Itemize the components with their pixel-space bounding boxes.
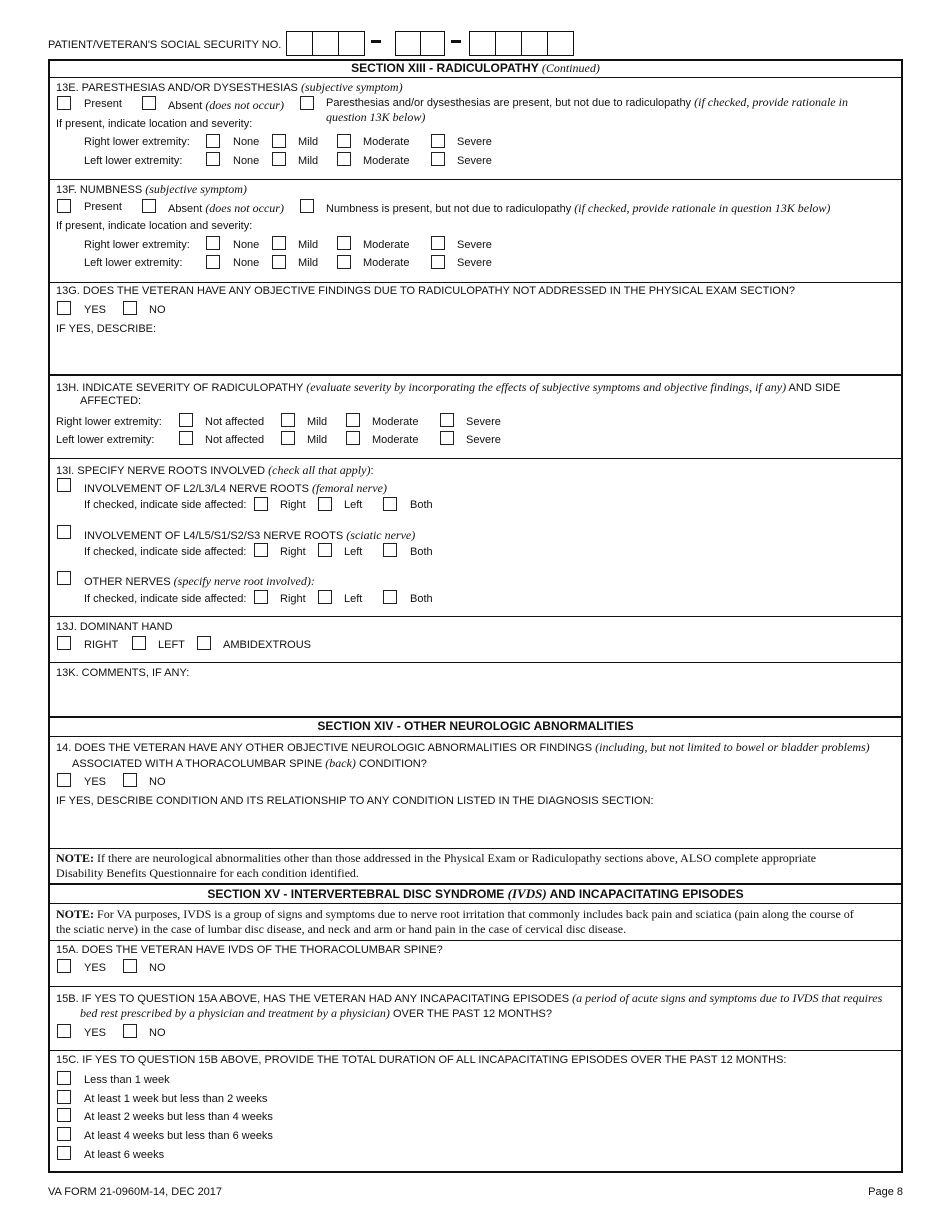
q13j-title: 13J. DOMINANT HAND [56, 621, 173, 633]
divider [48, 77, 903, 78]
q13f-right-mild-checkbox[interactable] [272, 236, 286, 250]
q13j-left-checkbox[interactable] [132, 636, 146, 650]
sev-moderate-label: Moderate [363, 136, 410, 148]
sev-severe-label: Severe [466, 416, 501, 428]
q15c-title: 15C. IF YES TO QUESTION 15B ABOVE, PROVIDE THE TOTAL DURATION OF ALL INCAPACITATING EPISODES OVER THE PAST 12 MONTHS: [56, 1054, 787, 1066]
q13i-other-both-checkbox[interactable] [383, 590, 397, 604]
q13h-left-label: Left lower extremity: [56, 434, 155, 446]
q13j-right-label: RIGHT [84, 639, 119, 651]
q13h-left-mild-checkbox[interactable] [281, 431, 295, 445]
q13e-notdue-checkbox[interactable] [300, 96, 314, 110]
q13h-right-moderate-checkbox[interactable] [346, 413, 360, 427]
q13i-sciatic-both-checkbox[interactable] [383, 543, 397, 557]
sev-mild-label: Mild [298, 155, 319, 167]
q13e-absent-checkbox[interactable] [142, 96, 156, 110]
q13i-femoral-label: INVOLVEMENT OF L2/L3/L4 NERVE ROOTS (femoral nerve) [84, 481, 388, 495]
q13i-side-label: If checked, indicate side affected: [84, 593, 247, 605]
q13e-right-moderate-checkbox[interactable] [337, 134, 351, 148]
sev-none-label: None [233, 239, 260, 251]
divider [48, 282, 903, 283]
q13j-right-checkbox[interactable] [57, 636, 71, 650]
section-14-title: SECTION XIV - OTHER NEUROLOGIC ABNORMALITIES [317, 719, 634, 733]
q15c-option-label: At least 4 weeks but less than 6 weeks [84, 1130, 273, 1142]
q13e-right-severe-checkbox[interactable] [431, 134, 445, 148]
q13h-line2: AFFECTED: [80, 395, 142, 407]
q13e-absent-label: Absent (does not occur) [168, 98, 284, 112]
q13e-notdue-note: question 13K below) [326, 110, 426, 124]
sev-severe-label: Severe [457, 155, 492, 167]
q13e-left-severe-checkbox[interactable] [431, 152, 445, 166]
q14-no-checkbox[interactable] [123, 773, 137, 787]
side-left-label: Left [344, 499, 363, 511]
q13f-absent-label: Absent (does not occur) [168, 201, 284, 215]
q13f-left-severe-checkbox[interactable] [431, 255, 445, 269]
q15c-option-label: At least 1 week but less than 2 weeks [84, 1093, 268, 1105]
q13h-left-moderate-checkbox[interactable] [346, 431, 360, 445]
q13i-sciatic-left-checkbox[interactable] [318, 543, 332, 557]
q15c-option-checkbox[interactable] [57, 1146, 71, 1160]
q13g-title: 13G. DOES THE VETERAN HAVE ANY OBJECTIVE FINDINGS DUE TO RADICULOPATHY NOT ADDRESSED IN THE PHYSICAL EXAM SECTION? [56, 285, 796, 297]
section-13-title: SECTION XIII - RADICULOPATHY (Continued) [351, 61, 600, 75]
q13e-title: 13E. PARESTHESIAS AND/OR DYSESTHESIAS (subjective symptom) [56, 80, 403, 94]
q15b-yes-label: YES [84, 1027, 107, 1039]
divider [48, 940, 903, 941]
side-both-label: Both [410, 499, 433, 511]
sev-none-label: None [233, 257, 260, 269]
q13i-other-label: OTHER NERVES (specify nerve root involved): [84, 574, 315, 588]
divider [48, 883, 903, 885]
sev-moderate-label: Moderate [372, 416, 419, 428]
q13f-title: 13F. NUMBNESS (subjective symptom) [56, 182, 247, 196]
q13i-side-label: If checked, indicate side affected: [84, 499, 247, 511]
q14-note-line2: Disability Benefits Questionnaire for each condition identified. [56, 866, 359, 880]
q15c-option-checkbox[interactable] [57, 1090, 71, 1104]
side-right-label: Right [280, 546, 306, 558]
q13h-left-notaffected-checkbox[interactable] [179, 431, 193, 445]
q13e-ifpresent: If present, indicate location and severity: [56, 118, 253, 130]
q14-line2: ASSOCIATED WITH A THORACOLUMBAR SPINE (back) CONDITION? [72, 756, 427, 770]
side-right-label: Right [280, 499, 306, 511]
q13i-sciatic-label: INVOLVEMENT OF L4/L5/S1/S2/S3 NERVE ROOTS (sciatic nerve) [84, 528, 416, 542]
q13f-left-label: Left lower extremity: [84, 257, 183, 269]
q13f-left-none-checkbox[interactable] [206, 255, 220, 269]
q13f-notdue-checkbox[interactable] [300, 199, 314, 213]
divider [48, 716, 903, 718]
sev-moderate-label: Moderate [363, 155, 410, 167]
q15c-option-label: Less than 1 week [84, 1074, 170, 1086]
page-number: Page 8 [868, 1186, 903, 1198]
q13f-present-checkbox[interactable] [57, 199, 71, 213]
ssn-field-3[interactable] [469, 31, 574, 56]
divider [48, 736, 903, 737]
q14-note-line1: NOTE: If there are neurological abnormalities other than those addressed in the Physical Exam or Radiculopathy sections above, ALSO complete appropriate [56, 851, 817, 865]
q15c-option-label: At least 2 weeks but less than 4 weeks [84, 1111, 273, 1123]
q13i-sciatic-right-checkbox[interactable] [254, 543, 268, 557]
q13e-left-moderate-checkbox[interactable] [337, 152, 351, 166]
q13e-present-label: Present [84, 98, 122, 110]
sev-severe-label: Severe [457, 257, 492, 269]
divider [48, 1050, 903, 1051]
sev-none-label: None [233, 155, 260, 167]
q13f-notdue-label: Numbness is present, but not due to radiculopathy (if checked, provide rationale in question 13K below) [326, 201, 831, 215]
q13i-other-right-checkbox[interactable] [254, 590, 268, 604]
form-number: VA FORM 21-0960M-14, DEC 2017 [48, 1186, 223, 1198]
q13h-right-mild-checkbox[interactable] [281, 413, 295, 427]
q13h-left-severe-checkbox[interactable] [440, 431, 454, 445]
q13g-no-label: NO [149, 304, 166, 316]
q13f-right-none-checkbox[interactable] [206, 236, 220, 250]
ssn-dash-1 [371, 40, 381, 43]
sev-moderate-label: Moderate [372, 434, 419, 446]
q13e-left-mild-checkbox[interactable] [272, 152, 286, 166]
side-left-label: Left [344, 546, 363, 558]
q15a-yes-label: YES [84, 962, 107, 974]
side-both-label: Both [410, 546, 433, 558]
divider [48, 458, 903, 459]
q13h-title: 13H. INDICATE SEVERITY OF RADICULOPATHY (evaluate severity by incorporating the effects of subjective symptoms and objective findings, if any) AND SIDE [56, 380, 841, 394]
q13e-notdue-label: Paresthesias and/or dysesthesias are present, but not due to radiculopathy (if checked, provide rationale in [326, 95, 848, 109]
q13i-other-left-checkbox[interactable] [318, 590, 332, 604]
q15c-option-checkbox[interactable] [57, 1071, 71, 1085]
q13i-sciatic-checkbox[interactable] [57, 525, 71, 539]
q13i-side-label: If checked, indicate side affected: [84, 546, 247, 558]
sev-mild-label: Mild [307, 416, 328, 428]
q13f-right-label: Right lower extremity: [84, 239, 190, 251]
q14-yes-label: YES [84, 776, 107, 788]
divider [48, 986, 903, 987]
q13f-absent-checkbox[interactable] [142, 199, 156, 213]
q15b-title: 15B. IF YES TO QUESTION 15A ABOVE, HAS THE VETERAN HAD ANY INCAPACITATING EPISODES (a period of acute signs and symptoms due to IVDS that requires [56, 991, 883, 1005]
q13j-ambi-label: AMBIDEXTROUS [223, 639, 312, 651]
q13g-yes-checkbox[interactable] [57, 301, 71, 315]
sev-not-affected-label: Not affected [205, 434, 265, 446]
q13i-femoral-left-checkbox[interactable] [318, 497, 332, 511]
ivds-note-line2: the sciatic nerve) in the case of lumbar disc disease, and neck and arm or hand pain in the case of cervical disc disease. [56, 922, 627, 936]
ssn-label: PATIENT/VETERAN'S SOCIAL SECURITY NO. [48, 39, 282, 51]
divider [48, 848, 903, 849]
side-both-label: Both [410, 593, 433, 605]
ssn-field-2[interactable] [395, 31, 445, 56]
q13e-right-none-checkbox[interactable] [206, 134, 220, 148]
q13e-right-label: Right lower extremity: [84, 136, 190, 148]
q13h-right-severe-checkbox[interactable] [440, 413, 454, 427]
sev-not-affected-label: Not affected [205, 416, 265, 428]
divider [48, 374, 903, 376]
side-right-label: Right [280, 593, 306, 605]
q15c-option-checkbox[interactable] [57, 1127, 71, 1141]
sev-moderate-label: Moderate [363, 257, 410, 269]
q15c-option-checkbox[interactable] [57, 1108, 71, 1122]
divider [48, 179, 903, 180]
side-left-label: Left [344, 593, 363, 605]
q13i-femoral-checkbox[interactable] [57, 478, 71, 492]
q13i-title: 13I. SPECIFY NERVE ROOTS INVOLVED (check all that apply): [56, 463, 374, 477]
sev-severe-label: Severe [466, 434, 501, 446]
q13e-present-checkbox[interactable] [57, 96, 71, 110]
sev-severe-label: Severe [457, 136, 492, 148]
ssn-dash-2 [451, 40, 461, 43]
q13i-femoral-both-checkbox[interactable] [383, 497, 397, 511]
sev-moderate-label: Moderate [363, 239, 410, 251]
q15b-yes-checkbox[interactable] [57, 1024, 71, 1038]
q14-title: 14. DOES THE VETERAN HAVE ANY OTHER OBJECTIVE NEUROLOGIC ABNORMALITIES OR FINDINGS (including, but not limited to bowel or bladder problems) [56, 740, 870, 754]
q15c-option-label: At least 6 weeks [84, 1149, 165, 1161]
sev-none-label: None [233, 136, 260, 148]
divider [48, 662, 903, 663]
q13h-right-label: Right lower extremity: [56, 416, 162, 428]
q15a-title: 15A. DOES THE VETERAN HAVE IVDS OF THE THORACOLUMBAR SPINE? [56, 944, 443, 956]
sev-severe-label: Severe [457, 239, 492, 251]
q13f-present-label: Present [84, 201, 122, 213]
q13f-right-moderate-checkbox[interactable] [337, 236, 351, 250]
sev-mild-label: Mild [298, 257, 319, 269]
q13g-describe: IF YES, DESCRIBE: [56, 323, 157, 335]
q14-describe: IF YES, DESCRIBE CONDITION AND ITS RELATIONSHIP TO ANY CONDITION LISTED IN THE DIAGNOSIS SECTION: [56, 795, 654, 807]
q15b-no-checkbox[interactable] [123, 1024, 137, 1038]
q13f-left-moderate-checkbox[interactable] [337, 255, 351, 269]
q13i-other-checkbox[interactable] [57, 571, 71, 585]
divider [48, 616, 903, 617]
q13g-yes-label: YES [84, 304, 107, 316]
q13i-femoral-right-checkbox[interactable] [254, 497, 268, 511]
q13e-left-label: Left lower extremity: [84, 155, 183, 167]
sev-mild-label: Mild [298, 136, 319, 148]
sev-mild-label: Mild [307, 434, 328, 446]
q15a-no-checkbox[interactable] [123, 959, 137, 973]
q15a-no-label: NO [149, 962, 166, 974]
q15b-no-label: NO [149, 1027, 166, 1039]
ivds-note-line1: NOTE: For VA purposes, IVDS is a group of signs and symptoms due to nerve root irritation that commonly includes back pain and sciatica (pain along the course of [56, 907, 854, 921]
q13f-ifpresent: If present, indicate location and severity: [56, 220, 253, 232]
q13g-no-checkbox[interactable] [123, 301, 137, 315]
q13h-right-notaffected-checkbox[interactable] [179, 413, 193, 427]
section-15-title: SECTION XV - INTERVERTEBRAL DISC SYNDROME (IVDS) AND INCAPACITATING EPISODES [207, 886, 744, 901]
q15b-line2: bed rest prescribed by a physician and treatment by a physician) OVER THE PAST 12 MONTHS? [80, 1006, 552, 1020]
q14-yes-checkbox[interactable] [57, 773, 71, 787]
divider [48, 903, 903, 904]
q14-no-label: NO [149, 776, 166, 788]
q13e-right-mild-checkbox[interactable] [272, 134, 286, 148]
q13f-left-mild-checkbox[interactable] [272, 255, 286, 269]
ssn-field-1[interactable] [286, 31, 365, 56]
sev-mild-label: Mild [298, 239, 319, 251]
q15a-yes-checkbox[interactable] [57, 959, 71, 973]
q13j-ambi-checkbox[interactable] [197, 636, 211, 650]
q13f-right-severe-checkbox[interactable] [431, 236, 445, 250]
q13e-left-none-checkbox[interactable] [206, 152, 220, 166]
q13k-title: 13K. COMMENTS, IF ANY: [56, 667, 190, 679]
q13j-left-label: LEFT [158, 639, 185, 651]
